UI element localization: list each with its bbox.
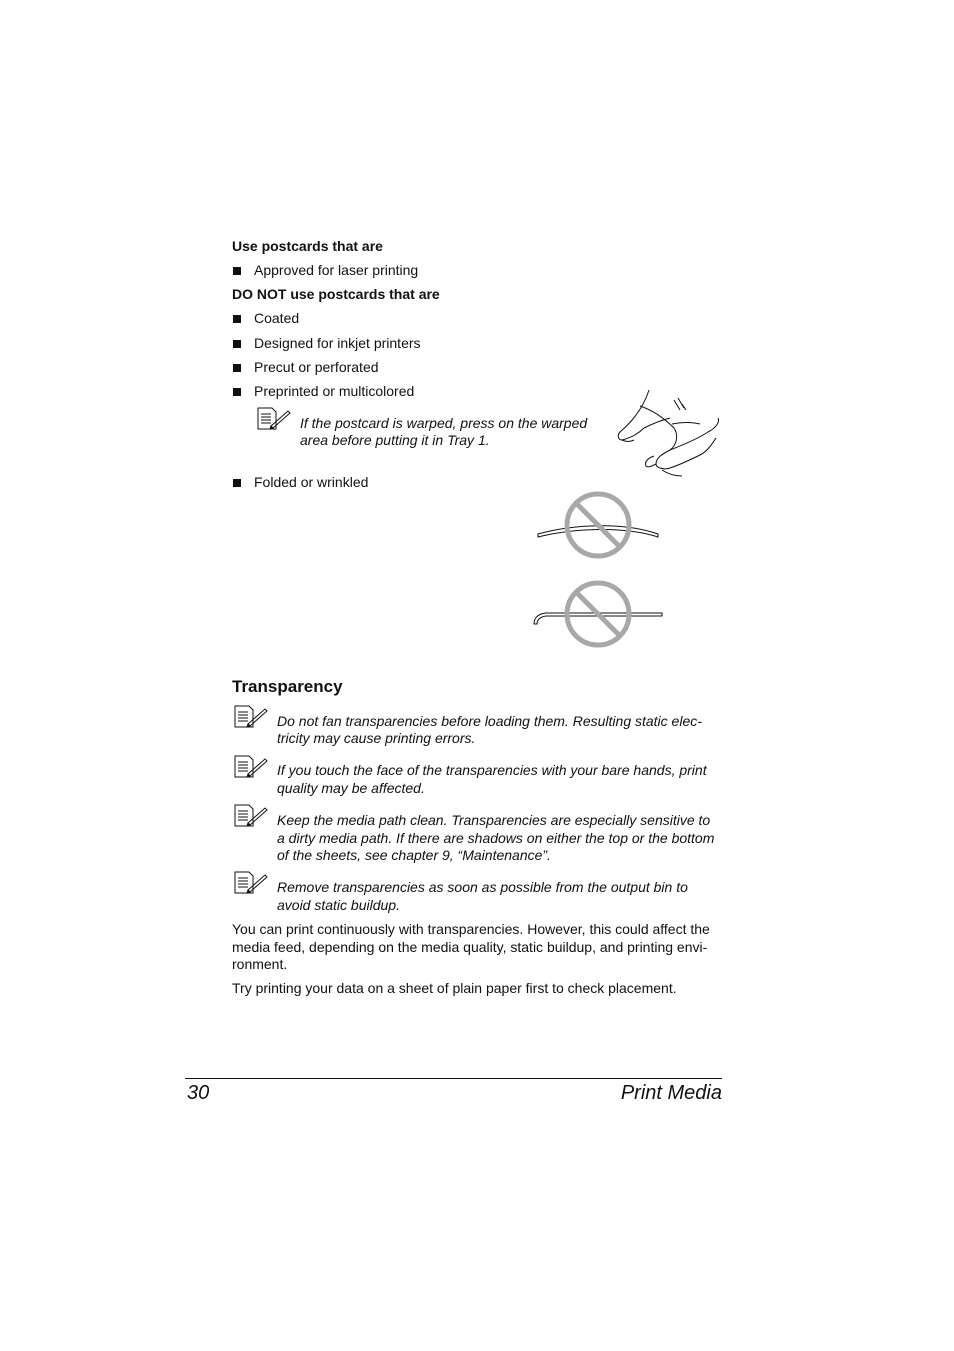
footer-section-title: Print Media	[620, 1082, 722, 1104]
transparency-note-4-line2: avoid static buildup.	[277, 897, 400, 913]
folded-item: Folded or wrinkled	[254, 474, 369, 490]
transparency-heading: Transparency	[232, 677, 343, 696]
transparency-note-3-line1: Keep the media path clean. Transparencies are especially sensitive to	[277, 812, 711, 828]
transparency-note-3-line3: of the sheets, see chapter 9, “Maintenance”.	[277, 847, 551, 863]
transparency-paragraph-1-line2: media feed, depending on the media quality, static buildup, and printing envi-	[232, 939, 708, 955]
transparency-note-2-line1: If you touch the face of the transparencies with your bare hands, print	[277, 762, 707, 778]
use-item-1: Approved for laser printing	[254, 262, 419, 278]
donot-heading: DO NOT use postcards that are	[232, 286, 440, 302]
bullet-icon	[233, 315, 241, 323]
donot-item-precut: Precut or perforated	[254, 359, 379, 375]
page-number: 30	[187, 1082, 210, 1104]
transparency-paragraph-1-line3: ronment.	[232, 956, 288, 972]
warp-note-line1: If the postcard is warped, press on the warped	[300, 415, 588, 431]
transparency-note-1-line1: Do not fan transparencies before loading them. Resulting static elec-	[277, 713, 702, 729]
bullet-icon	[233, 340, 241, 348]
prohibited-curled-paper-illustration	[534, 488, 664, 560]
warp-note-line2: area before putting it in Tray 1.	[300, 432, 490, 448]
donot-item-preprinted: Preprinted or multicolored	[254, 383, 415, 399]
transparency-note-1-line2: tricity may cause printing errors.	[277, 730, 476, 746]
footer-rule	[185, 1078, 722, 1079]
transparency-note-3-line2: a dirty media path. If there are shadows on either the top or the bottom	[277, 830, 715, 846]
donot-item-coated: Coated	[254, 310, 300, 326]
prohibited-bent-paper-illustration	[530, 578, 666, 650]
transparency-paragraph-2: Try printing your data on a sheet of plain paper first to check placement.	[232, 980, 677, 996]
note-pencil-icon	[233, 705, 269, 729]
bullet-icon	[233, 479, 241, 487]
bullet-icon	[233, 267, 241, 275]
note-pencil-icon	[233, 755, 269, 779]
use-heading: Use postcards that are	[232, 238, 383, 254]
bullet-icon	[233, 364, 241, 372]
note-pencil-icon	[256, 407, 292, 431]
note-pencil-icon	[233, 871, 269, 895]
bullet-icon	[233, 388, 241, 396]
note-pencil-icon	[233, 804, 269, 828]
transparency-note-2-line2: quality may be affected.	[277, 780, 425, 796]
donot-item-inkjet: Designed for inkjet printers	[254, 335, 421, 351]
hands-pressing-postcard-illustration	[612, 388, 724, 478]
transparency-note-4-line1: Remove transparencies as soon as possible from the output bin to	[277, 879, 688, 895]
transparency-paragraph-1-line1: You can print continuously with transparencies. However, this could affect the	[232, 921, 710, 937]
